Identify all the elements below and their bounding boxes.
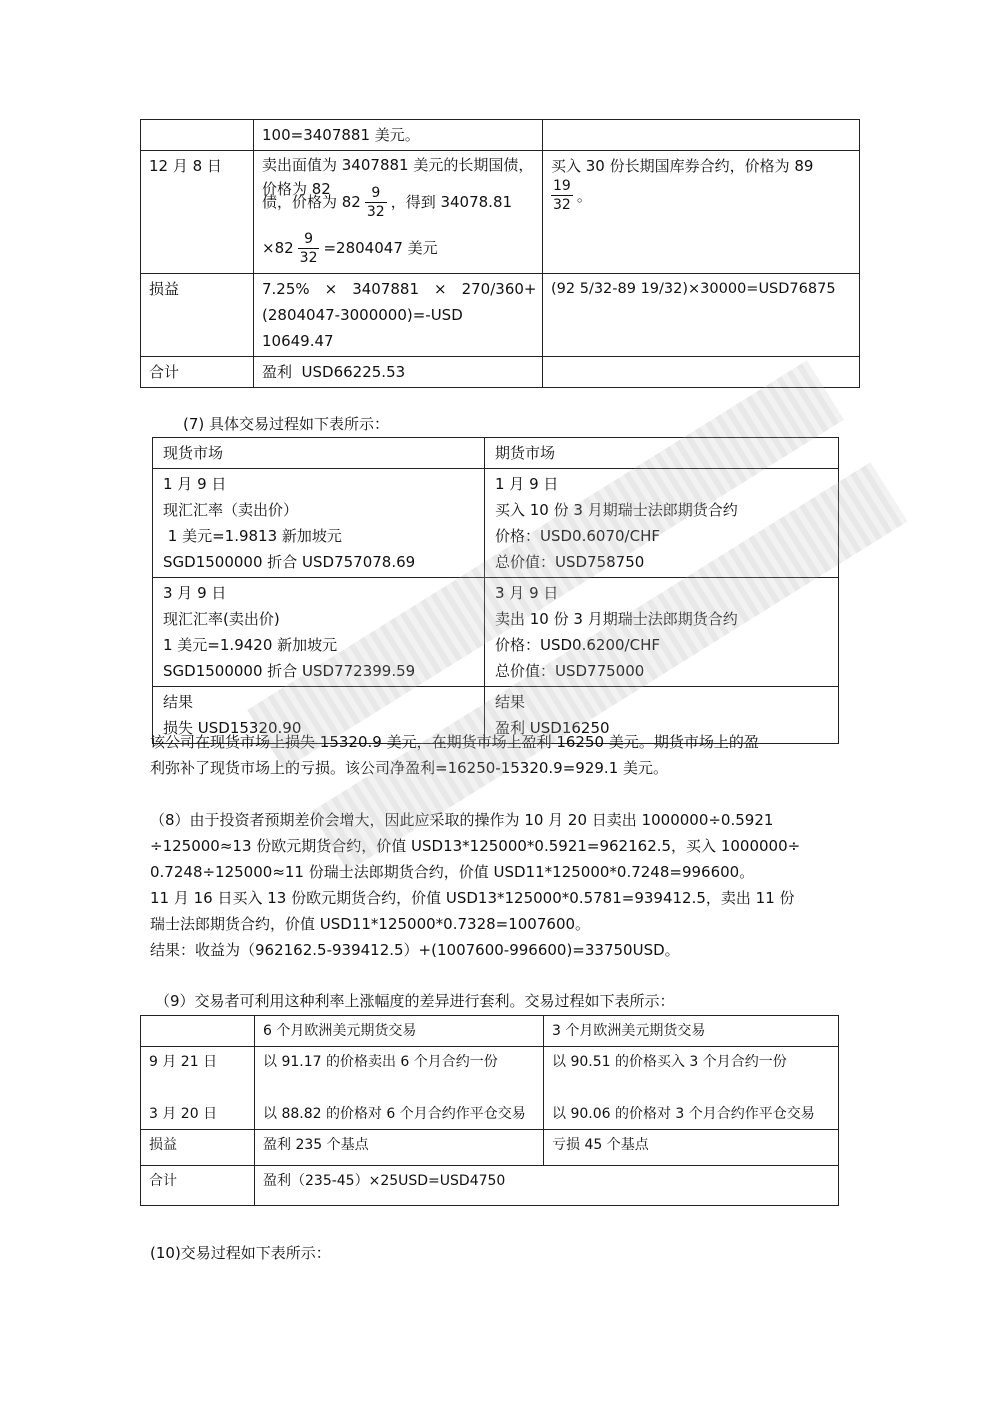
text: 7.25% × 3407881 × 270/360+ xyxy=(262,280,537,298)
table-row xyxy=(153,469,839,578)
section-9-heading: （9）交易者可利用这种利率上涨幅度的差异进行套利。交易过程如下表所示： xyxy=(155,992,675,1010)
text: ，得到 34078.81 xyxy=(390,193,513,211)
table-cell xyxy=(544,1047,839,1130)
spot-line-3 xyxy=(262,225,534,271)
table-row xyxy=(141,1047,839,1130)
fraction-denominator: 32 xyxy=(299,249,318,266)
text: 1 月 9 日 xyxy=(163,475,227,493)
text: 10649.47 xyxy=(262,332,334,350)
text: 。 xyxy=(576,186,592,205)
text: SGD1500000 折合 USD772399.59 xyxy=(163,662,416,680)
fraction xyxy=(298,232,320,265)
table-header-row xyxy=(141,1016,839,1047)
text: 债，价格为 82 xyxy=(262,193,361,211)
text: 价格：USD0.6070/CHF xyxy=(495,527,660,545)
text: 1 美元=1.9420 新加坡元 xyxy=(163,636,338,654)
table-cell xyxy=(543,357,860,388)
text: 3 月 9 日 xyxy=(495,584,559,602)
fraction-denominator: 32 xyxy=(553,197,571,213)
table-cell-date: 12 月 8 日 xyxy=(141,151,254,274)
text: 9 月 21 日 xyxy=(149,1054,218,1070)
column-header: 期货市场 xyxy=(485,438,839,469)
table-cell: 盈利 235 个基点 xyxy=(255,1130,544,1166)
text: 盈利 USD16250 xyxy=(495,719,610,737)
column-header: 现货市场 xyxy=(153,438,485,469)
text: （8）由于投资者预期差价会增大，因此应采取的操作为 10 月 20 日卖出 1000000÷0.5921 xyxy=(150,811,774,829)
table-row xyxy=(141,151,860,274)
table-cell-label: 损益 xyxy=(141,274,254,357)
text: 总价值：USD775000 xyxy=(495,662,645,680)
bond-hedge-table xyxy=(140,119,860,388)
eurodollar-spread-table xyxy=(140,1015,839,1206)
table-header-row xyxy=(153,438,839,469)
spot-line-1 xyxy=(262,153,534,198)
column-header: 6 个月欧洲美元期货交易 xyxy=(255,1016,544,1047)
table-cell xyxy=(255,1047,544,1130)
text: 以 91.17 的价格卖出 6 个月合约一份 xyxy=(263,1054,498,1070)
fraction-numerator: 19 xyxy=(553,178,571,194)
fraction-denominator: 32 xyxy=(366,203,385,220)
text: 11 月 16 日买入 13 份欧元期货合约，价值 USD13*125000*0.5781=939412.5，卖出 11 份 xyxy=(150,889,795,907)
text: 1 美元=1.9813 新加坡元 xyxy=(163,527,342,545)
currency-hedge-table xyxy=(152,437,839,744)
text: 买入 30 份长期国库券合约，价格为 89 xyxy=(551,157,814,175)
column-header xyxy=(141,1016,255,1047)
text: 结果 xyxy=(495,693,526,711)
table-cell xyxy=(141,1047,255,1130)
table-row xyxy=(153,578,839,687)
text: =2804047 美元 xyxy=(323,239,438,257)
text: 以 90.51 的价格买入 3 个月合约一份 xyxy=(552,1054,787,1070)
table-cell xyxy=(153,578,485,687)
table-cell: 盈利 USD66225.53 xyxy=(254,357,543,388)
text: 卖出 10 份 3 月期瑞士法郎期货合约 xyxy=(495,610,738,628)
table-row xyxy=(141,1130,839,1166)
table-cell xyxy=(485,469,839,578)
table-cell xyxy=(543,151,860,274)
spacer xyxy=(552,1075,830,1101)
text: 结果 xyxy=(163,693,194,711)
table-cell: 亏损 45 个基点 xyxy=(544,1130,839,1166)
text: ÷125000≈13 份欧元期货合约，价值 USD13*125000*0.5921=962162.5，买入 1000000÷ xyxy=(150,837,801,855)
text: 现汇汇率（卖出价） xyxy=(163,501,299,519)
fraction xyxy=(365,186,387,219)
text: 瑞士法郎期货合约，价值 USD11*125000*0.7328=1007600。 xyxy=(150,915,591,933)
text: 利弥补了现货市场上的亏损。该公司净盈利=16250-15320.9=929.1 美元。 xyxy=(150,759,669,777)
table-cell xyxy=(141,120,254,151)
fraction-numerator: 9 xyxy=(298,232,320,249)
text: 结果：收益为（962162.5-939412.5）+(1007600-996600)=33750USD。 xyxy=(150,941,680,959)
text: (2804047-3000000)=-USD xyxy=(262,306,463,324)
text: ×82 xyxy=(262,239,294,257)
section-10-heading: (10)交易过程如下表所示： xyxy=(150,1244,331,1262)
table-cell xyxy=(543,120,860,151)
section-7-summary xyxy=(150,729,850,781)
section-8-body xyxy=(150,807,850,963)
fraction xyxy=(551,179,573,212)
table-cell: 盈利（235-45）×25USD=USD4750 xyxy=(255,1166,839,1206)
table-cell xyxy=(485,578,839,687)
table-cell xyxy=(254,274,543,357)
table-row xyxy=(141,120,860,151)
table-cell-label: 合计 xyxy=(141,357,254,388)
spacer xyxy=(149,1075,246,1101)
table-cell xyxy=(254,151,543,274)
fraction-numerator: 9 xyxy=(365,186,387,203)
text: 以 88.82 的价格对 6 个月合约作平仓交易 xyxy=(263,1106,526,1122)
table-cell: 100=3407881 美元。 xyxy=(254,120,543,151)
column-header: 3 个月欧洲美元期货交易 xyxy=(544,1016,839,1047)
spacer xyxy=(263,1075,535,1101)
table-row xyxy=(141,357,860,388)
text: 总价值：USD758750 xyxy=(495,553,645,571)
table-cell-label: 损益 xyxy=(141,1130,255,1166)
table-row xyxy=(141,1166,839,1206)
text: 卖出面值为 3407881 美元的长期国债，价格为 82 xyxy=(262,156,534,198)
text: 该公司在现货市场上损失 15320.9 美元，在期货市场上盈利 16250 美元。期货市场上的盈 xyxy=(150,733,759,751)
text: 价格：USD0.6200/CHF xyxy=(495,636,660,654)
text: 3 月 20 日 xyxy=(149,1106,218,1122)
table-cell xyxy=(153,469,485,578)
futures-frac-line xyxy=(551,179,851,212)
text: 1 月 9 日 xyxy=(495,475,559,493)
text: 损失 USD15320.90 xyxy=(163,719,302,737)
text: 0.7248÷125000≈11 份瑞士法郎期货合约，价值 USD11*125000*0.7248=996600。 xyxy=(150,863,755,881)
text: 3 月 9 日 xyxy=(163,584,227,602)
text: SGD1500000 折合 USD757078.69 xyxy=(163,553,416,571)
table-cell: (92 5/32-89 19/32)×30000=USD76875 xyxy=(543,274,860,357)
table-row xyxy=(141,274,860,357)
table-cell-label: 合计 xyxy=(141,1166,255,1206)
text: 买入 10 份 3 月期瑞士法郎期货合约 xyxy=(495,501,738,519)
text: 以 90.06 的价格对 3 个月合约作平仓交易 xyxy=(552,1106,815,1122)
section-7-heading: (7) 具体交易过程如下表所示： xyxy=(183,415,390,433)
text: 现汇汇率(卖出价) xyxy=(163,610,280,628)
